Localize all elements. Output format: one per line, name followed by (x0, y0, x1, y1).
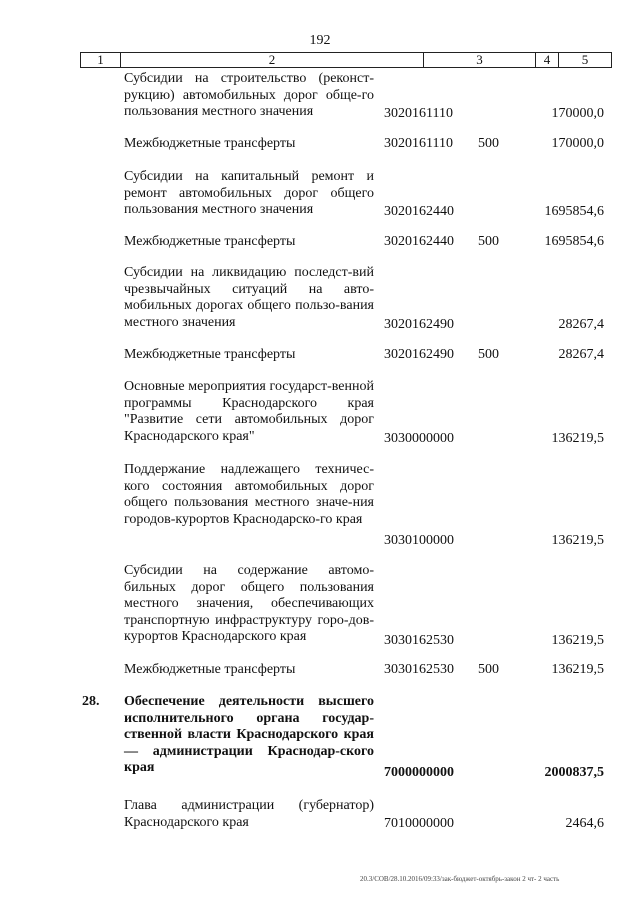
row-amount: 28267,4 (558, 347, 604, 362)
row-code: 3020162440 (384, 234, 454, 249)
row-type: 500 (478, 347, 499, 362)
row-type: 500 (478, 234, 499, 249)
row-code: 3030100000 (384, 533, 454, 548)
page-number: 192 (309, 33, 331, 48)
row-amount: 170000,0 (551, 106, 604, 121)
row-description: Субсидии на содержание автомо-бильных дорог общего пользования местного значения, обеспечивающих транспортную инфраструктуру горо-дов-курортов Краснодарского края (124, 563, 374, 644)
row-description: Основные мероприятия государст-венной программы Краснодарского края "Развитие сети автомобильных дорог Краснодарского края" (124, 379, 374, 444)
column-header-1: 1 (81, 53, 121, 67)
row-description: Обеспечение деятельности высшего исполнительного органа государ-ственной власти Краснодарского края — администрации Краснодар-ского края (124, 694, 374, 775)
row-type: 500 (478, 136, 499, 151)
row-description: Межбюджетные трансферты (124, 136, 296, 151)
row-code: 3030000000 (384, 431, 454, 446)
document-footer: 20.3/СОВ/28.10.2016/09:33/зак-бюджет-октябрь-закон 2 чт- 2 часть (360, 875, 560, 883)
row-amount: 170000,0 (551, 136, 604, 151)
row-amount: 136219,5 (551, 431, 604, 446)
row-description: Субсидии на строительство (реконст-рукцию) автомобильных дорог обще-го пользования местного значения (124, 71, 374, 119)
row-description: Межбюджетные трансферты (124, 347, 296, 362)
row-code: 3030162530 (384, 633, 454, 648)
row-amount: 136219,5 (551, 633, 604, 648)
row-description: Межбюджетные трансферты (124, 662, 296, 677)
row-type: 500 (478, 662, 499, 677)
row-amount: 28267,4 (558, 317, 604, 332)
row-code: 3020161110 (384, 136, 453, 151)
row-code: 7000000000 (384, 765, 454, 780)
row-code: 3020161110 (384, 106, 453, 121)
row-amount: 2000837,5 (544, 765, 604, 780)
row-amount: 2464,6 (565, 816, 604, 831)
row-code: 3030162530 (384, 662, 454, 677)
column-header-3: 3 (424, 53, 536, 67)
row-description: Межбюджетные трансферты (124, 234, 296, 249)
row-amount: 136219,5 (551, 533, 604, 548)
section-number: 28. (82, 694, 100, 709)
column-header-row (80, 52, 612, 68)
row-code: 7010000000 (384, 816, 454, 831)
column-header-4: 4 (536, 53, 559, 67)
row-description: Субсидии на капитальный ремонт и ремонт автомобильных дорог общего пользования местного значения (124, 169, 374, 217)
row-description: Субсидии на ликвидацию последст-вий чрезвычайных ситуаций на авто-мобильных дорогах общего пользо-вания местного значения (124, 265, 374, 330)
row-code: 3020162490 (384, 317, 454, 332)
row-amount: 136219,5 (551, 662, 604, 677)
row-code: 3020162440 (384, 204, 454, 219)
column-header-2: 2 (121, 53, 424, 67)
row-amount: 1695854,6 (544, 204, 604, 219)
row-description: Поддержание надлежащего техничес-кого состояния автомобильных дорог общего пользования местного значе-ния городов-курортов Краснодарско-го края (124, 462, 374, 527)
row-description: Глава администрации (губернатор) Краснодарского края (124, 798, 374, 830)
column-header-5: 5 (581, 52, 589, 67)
row-amount: 1695854,6 (544, 234, 604, 249)
row-code: 3020162490 (384, 347, 454, 362)
